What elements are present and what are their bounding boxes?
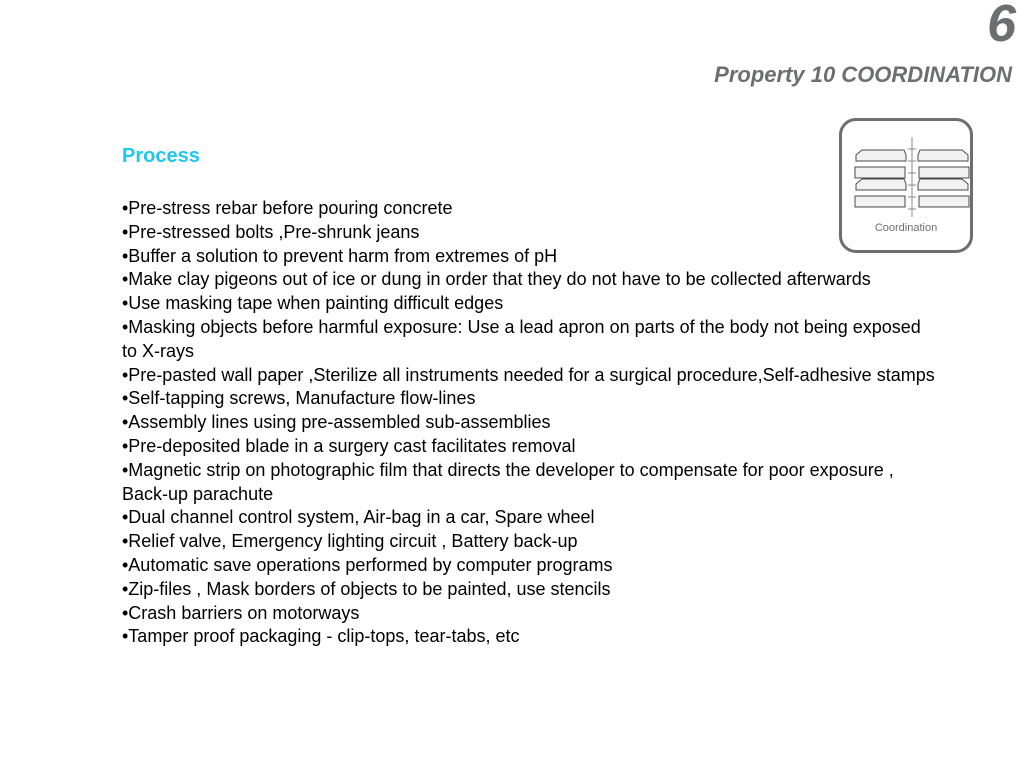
bullet-item: •Magnetic strip on photographic film that directs the developer to compensate for poor exposure , Back-up parachute xyxy=(122,459,894,504)
bullet-item: •Tamper proof packaging - clip-tops, tear-tabs, etc xyxy=(122,626,520,647)
bullet-item: •Pre-stressed bolts ,Pre-shrunk jeans xyxy=(122,221,420,242)
bullet-item: •Pre-deposited blade in a surgery cast facilitates removal xyxy=(122,435,576,456)
bullet-item: •Make clay pigeons out of ice or dung in order that they do not have to be collected afterwards xyxy=(122,269,871,290)
bullet-list xyxy=(122,197,937,649)
bullet-item: •Dual channel control system, Air-bag in a car, Spare wheel xyxy=(122,507,595,528)
bullet-item: •Buffer a solution to prevent harm from extremes of pH xyxy=(122,245,558,266)
bullet-item: •Self-tapping screws, Manufacture flow-lines xyxy=(122,388,476,409)
bullet-item: •Masking objects before harmful exposure: Use a lead apron on parts of the body not being exposed to X-rays xyxy=(122,316,921,361)
content-area xyxy=(122,143,937,649)
bullet-item: •Relief valve, Emergency lighting circuit , Battery back-up xyxy=(122,531,578,552)
slide-number: 6 xyxy=(987,0,1016,53)
bullet-item: •Zip-files , Mask borders of objects to be painted, use stencils xyxy=(122,578,611,599)
bullet-item: •Automatic save operations performed by computer programs xyxy=(122,554,613,575)
section-heading: Process xyxy=(122,145,200,167)
bullet-item: •Pre-pasted wall paper ,Sterilize all instruments needed for a surgical procedure,Self-adhesive stamps xyxy=(122,364,935,385)
bullet-item: •Use masking tape when painting difficult edges xyxy=(122,293,504,314)
slide-title: Property 10 COORDINATION xyxy=(714,62,1012,87)
bullet-item: •Crash barriers on motorways xyxy=(122,602,360,623)
bullet-item: •Pre-stress rebar before pouring concrete xyxy=(122,198,453,218)
bullet-item: •Assembly lines using pre-assembled sub-assemblies xyxy=(122,412,551,433)
icon-caption: Coordination xyxy=(874,222,938,234)
